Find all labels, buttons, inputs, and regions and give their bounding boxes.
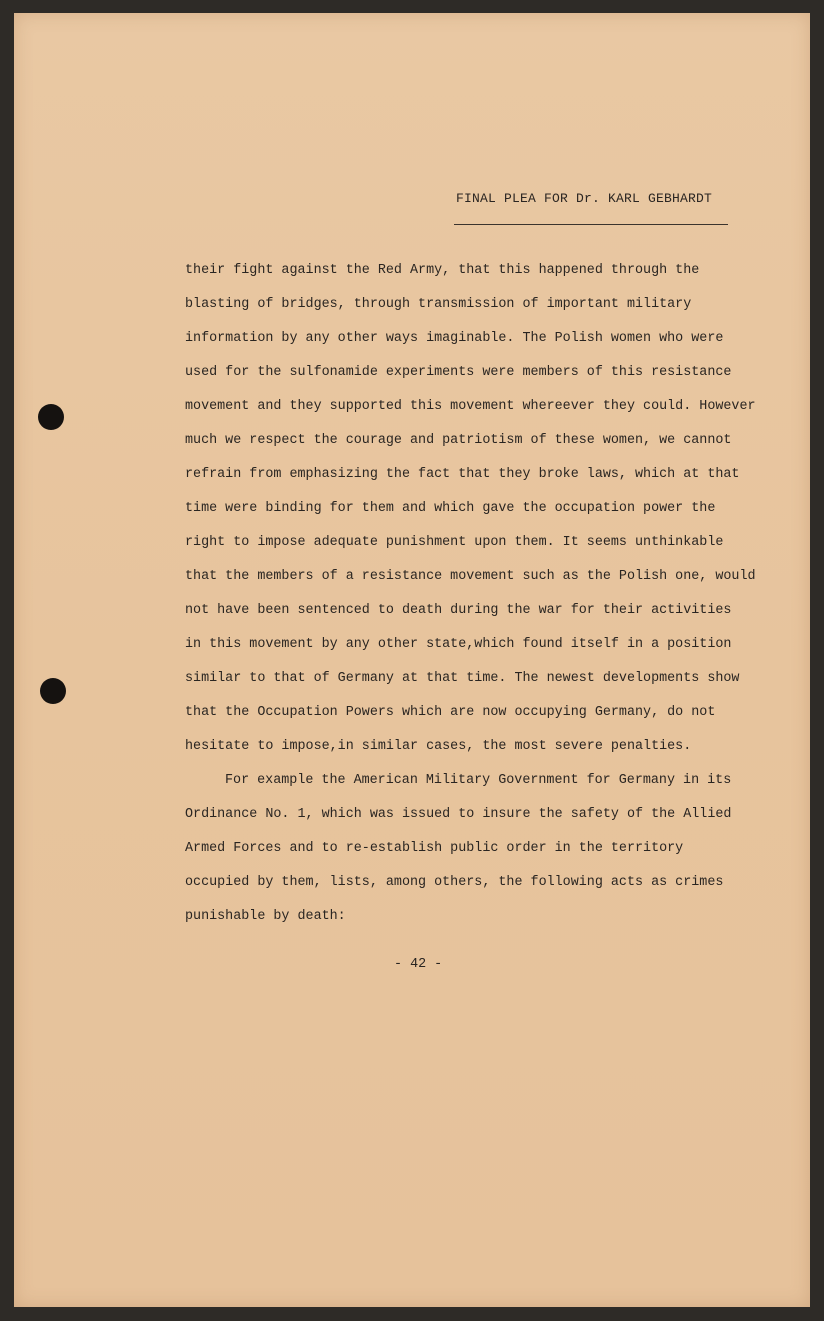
body-text [185, 257, 785, 937]
text-line: refrain from emphasizing the fact that they broke laws, which at that [185, 467, 740, 482]
text-line: similar to that of Germany at that time. The newest developments show [185, 671, 740, 686]
document-page [14, 13, 810, 1307]
text-line: occupied by them, lists, among others, the following acts as crimes [185, 875, 724, 890]
text-line-paragraph-start: For example the American Military Government for Germany in its [225, 773, 732, 788]
page-header-title: FINAL PLEA FOR Dr. KARL GEBHARDT [456, 191, 713, 206]
text-line: their fight against the Red Army, that this happened through the [185, 263, 700, 278]
text-line: Ordinance No. 1, which was issued to insure the safety of the Allied [185, 807, 732, 822]
text-line: in this movement by any other state,which found itself in a position [185, 637, 732, 652]
text-line: much we respect the courage and patriotism of these women, we cannot [185, 433, 732, 448]
text-line: information by any other ways imaginable. The Polish women who were [185, 331, 724, 346]
header-underline [454, 224, 728, 225]
page-number: - 42 - [394, 957, 443, 972]
text-line: not have been sentenced to death during the war for their activities [185, 603, 732, 618]
text-line: right to impose adequate punishment upon them. It seems unthinkable [185, 535, 724, 550]
binder-hole [38, 404, 64, 430]
text-line: time were binding for them and which gave the occupation power the [185, 501, 716, 516]
text-line: movement and they supported this movement whereever they could. However [185, 399, 756, 414]
text-line: that the Occupation Powers which are now occupying Germany, do not [185, 705, 716, 720]
text-line: punishable by death: [185, 909, 346, 924]
text-line: hesitate to impose,in similar cases, the most severe penalties. [185, 739, 692, 754]
text-line: used for the sulfonamide experiments were members of this resistance [185, 365, 732, 380]
text-line: Armed Forces and to re-establish public order in the territory [185, 841, 684, 856]
binder-hole [40, 678, 66, 704]
text-line: blasting of bridges, through transmission of important military [185, 297, 692, 312]
text-line: that the members of a resistance movement such as the Polish one, would [185, 569, 756, 584]
